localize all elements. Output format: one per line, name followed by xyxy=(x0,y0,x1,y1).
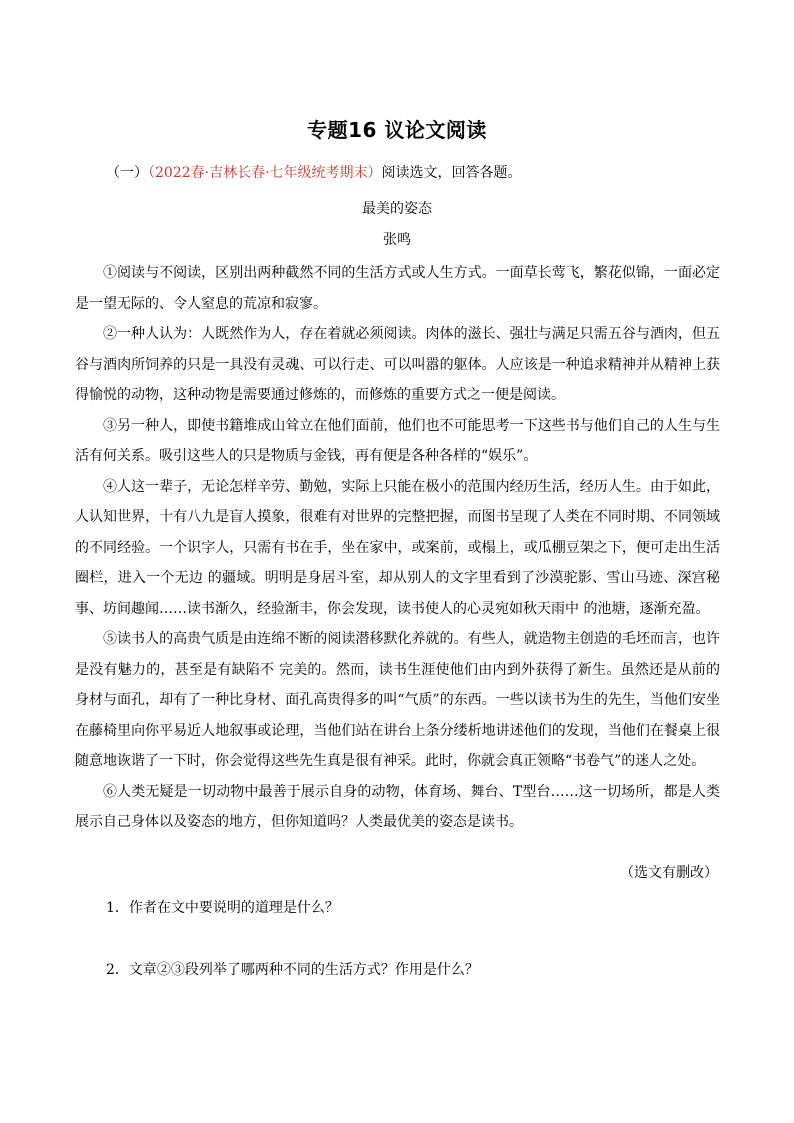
essay-paragraph: ⑥人类无疑是一切动物中最善于展示自身的动物，体育场、舞台、T型台……这一切场所，都是人类展示自己身体以及姿态的地方，但你知道吗？人类最优美的姿态是读书。 xyxy=(75,783,720,830)
section-header xyxy=(106,163,522,183)
section-instruction: 阅读选文，回答各题。 xyxy=(381,165,522,181)
essay-body xyxy=(75,258,720,838)
essay-paragraph: ⑤读书人的高贵气质是由连绵不断的阅读潜移默化养就的。有些人，就造物主创造的毛坯而言，也许是没有魅力的，甚至是有缺陷不 完美的。然而，读书生涯使他们由内到外获得了新生。虽然还是从前的身材与面孔，却有了一种比身材、面孔高贵得多的叫“气质”的东西。一些以读书为生的先生，当他们安坐在藤椅里向你平易近人地叙事或论理，当他们站在讲台上条分缕析地讲述他们的发现，当他们在餐桌上很随意地诙谐了一下时，你会觉得这些先生真是很有神采。此时，你就会真正领略“书卷气”的迷人之处。 xyxy=(75,631,720,769)
essay-title: 最美的姿态 xyxy=(362,201,432,217)
essay-paragraph: ①阅读与不阅读，区别出两种截然不同的生活方式或人生方式。一面草长莺飞，繁花似锦，一面必定是一望无际的、令人窒息的荒凉和寂寥。 xyxy=(75,265,720,312)
page-title: 专题16 议论文阅读 xyxy=(307,118,487,142)
editor-note: （选文有删改） xyxy=(620,865,718,881)
essay-paragraph: ④人这一辈子，无论怎样辛劳、勤勉，实际上只能在极小的范围内经历生活，经历人生。由于如此，人认知世界，十有八九是盲人摸象，很难有对世界的完整把握，而图书呈现了人类在不同时期、不同领域的不同经验。一个识字人，只需有书在手，坐在家中，或案前，或榻上，或瓜棚豆架之下，便可走出生活圈栏，进入一个无边 的疆域。明明是身居斗室，却从别人的文字里看到了沙漠驼影、雪山马迹、深宫秘事、坊间趣闻……读书渐久，经验渐丰，你会发现，读书使人的心灵宛如秋天雨中 的池塘，逐渐充盈。 xyxy=(75,478,720,617)
essay-paragraph: ③另一种人，即使书籍堆成山耸立在他们面前，他们也不可能思考一下这些书与他们自己的人生与生活有何关系。吸引这些人的只是物质与金钱，再有便是各种各样的“娱乐”。 xyxy=(75,417,720,464)
question-2: 2．文章②③段列举了哪两种不同的生活方式？作用是什么？ xyxy=(106,962,479,978)
question-1: 1．作者在文中要说明的道理是什么？ xyxy=(106,900,339,916)
essay-author: 张鸣 xyxy=(383,232,411,248)
exam-source: （2022春·吉林长春·七年级统考期末） xyxy=(148,165,382,181)
essay-paragraph: ②一种人认为：人既然作为人，存在着就必须阅读。肉体的滋长、强壮与满足只需五谷与酒肉，但五谷与酒肉所饲养的只是一具没有灵魂、可以行走、可以叫嚣的躯体。人应该是一种追求精神并从精神上获得愉悦的动物，这种动物是需要通过修炼的，而修炼的重要方式之一便是阅读。 xyxy=(75,326,720,403)
section-label: （一） xyxy=(106,165,148,181)
